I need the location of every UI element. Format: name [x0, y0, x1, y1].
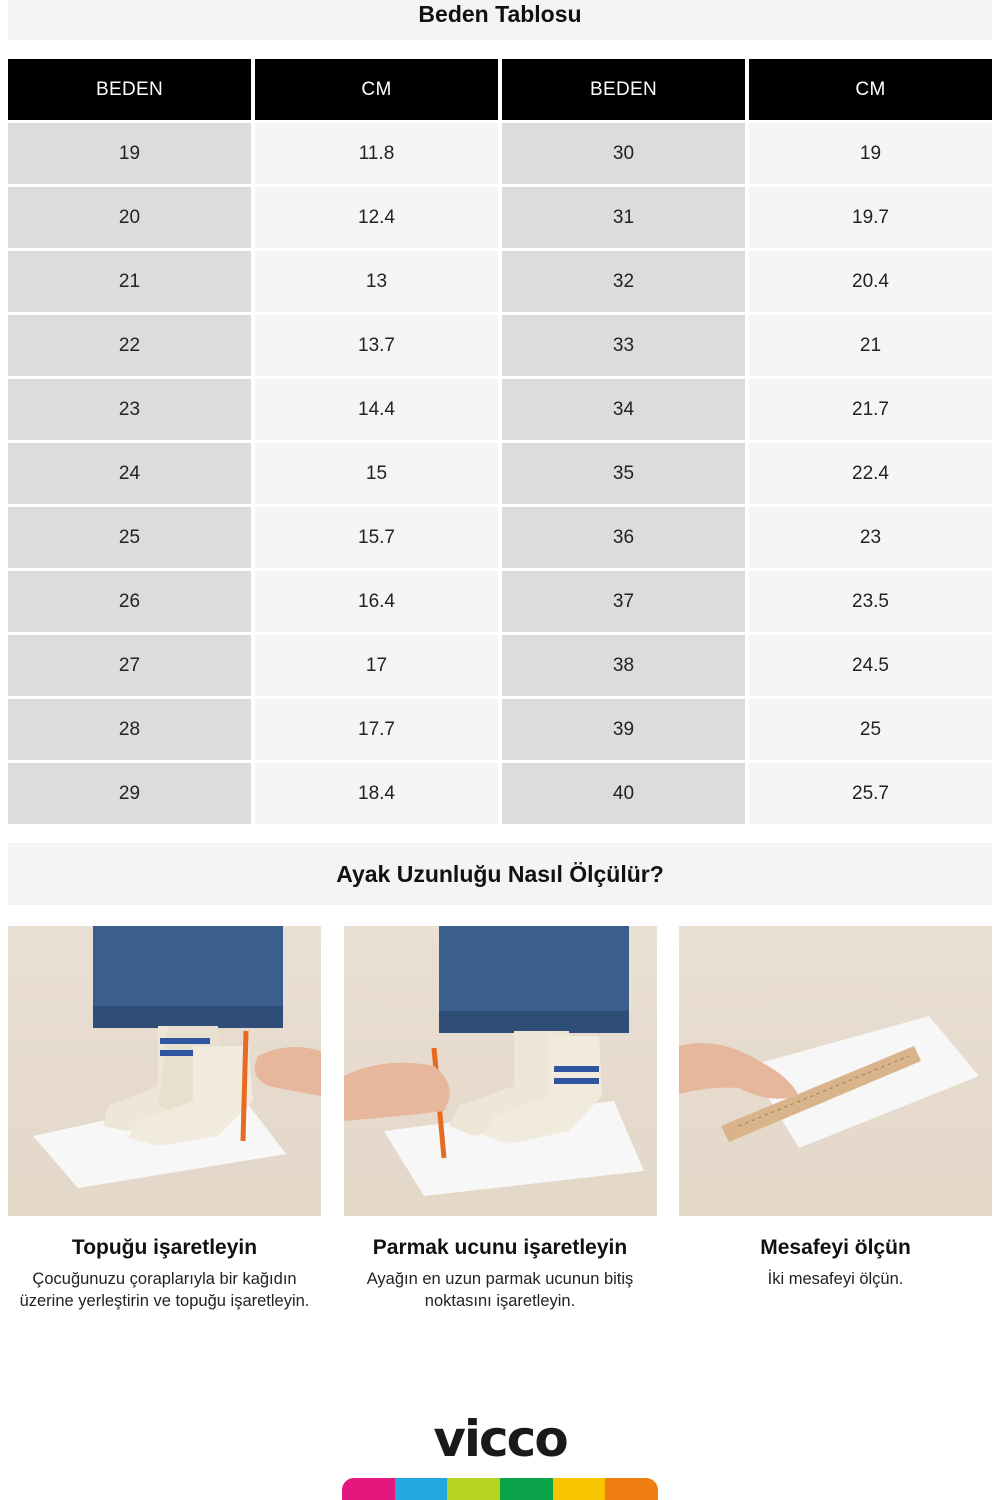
- steps: [0, 1236, 1000, 1312]
- header-beden-1: BEDEN: [8, 59, 251, 120]
- cm-cell: 13: [255, 251, 498, 312]
- cm-cell: 12.4: [255, 187, 498, 248]
- cm-cell: 21: [749, 315, 992, 376]
- how-to-title: Ayak Uzunluğu Nasıl Ölçülür?: [8, 843, 992, 905]
- photo-heel-marking: [8, 926, 321, 1216]
- size-cell: 24: [8, 443, 251, 504]
- cm-cell: 21.7: [749, 379, 992, 440]
- step-measure-text: İki mesafeyi ölçün.: [767, 1270, 904, 1288]
- size-cell: 33: [502, 315, 745, 376]
- cm-cell: 18.4: [255, 763, 498, 824]
- size-cell: 28: [8, 699, 251, 760]
- cm-cell: 17.7: [255, 699, 498, 760]
- cm-cell: 23.5: [749, 571, 992, 632]
- header-beden-2: BEDEN: [502, 59, 745, 120]
- cm-cell: 17: [255, 635, 498, 696]
- cm-cell: 13.7: [255, 315, 498, 376]
- cm-cell: 19.7: [749, 187, 992, 248]
- cm-cell: 22.4: [749, 443, 992, 504]
- size-cell: 19: [8, 123, 251, 184]
- cm-cell: 25.7: [749, 763, 992, 824]
- cm-cell: 14.4: [255, 379, 498, 440]
- step-heel: [8, 1236, 321, 1312]
- cm-cell: 25: [749, 699, 992, 760]
- brand-color-segment: [500, 1478, 553, 1500]
- step-heel-title: Topuğu işaretleyin: [71, 1236, 258, 1259]
- cm-cell: 23: [749, 507, 992, 568]
- brand-color-segment: [342, 1478, 395, 1500]
- size-cell: 27: [8, 635, 251, 696]
- brand-color-bar: [342, 1478, 658, 1500]
- step-heel-text: Çocuğunuzu çoraplarıyla bir kağıdın üzerine yerleştirin ve topuğu işaretleyin.: [19, 1270, 310, 1310]
- size-chart-title: Beden Tablosu: [8, 0, 992, 40]
- size-cell: 39: [502, 699, 745, 760]
- header-cm-2: CM: [749, 59, 992, 120]
- size-cell: 38: [502, 635, 745, 696]
- size-cell: 26: [8, 571, 251, 632]
- cm-cell: 16.4: [255, 571, 498, 632]
- step-measure-title: Mesafeyi ölçün: [760, 1236, 911, 1259]
- size-cell: 37: [502, 571, 745, 632]
- cm-cell: 24.5: [749, 635, 992, 696]
- header-cm-1: CM: [255, 59, 498, 120]
- step-photos: [8, 926, 992, 1216]
- size-cell: 21: [8, 251, 251, 312]
- size-cell: 20: [8, 187, 251, 248]
- step-toe-text: Ayağın en uzun parmak ucunun bitiş noktasını işaretleyin.: [366, 1270, 634, 1310]
- photo-toe-marking: [344, 926, 657, 1216]
- step-measure: [679, 1236, 992, 1312]
- cm-cell: 15.7: [255, 507, 498, 568]
- cm-cell: 15: [255, 443, 498, 504]
- size-cell: 32: [502, 251, 745, 312]
- size-table: [8, 59, 992, 824]
- size-cell: 36: [502, 507, 745, 568]
- brand-logo: vicco: [433, 1410, 567, 1468]
- size-cell: 40: [502, 763, 745, 824]
- size-cell: 25: [8, 507, 251, 568]
- size-cell: 30: [502, 123, 745, 184]
- cm-cell: 11.8: [255, 123, 498, 184]
- size-cell: 22: [8, 315, 251, 376]
- brand-color-segment: [553, 1478, 606, 1500]
- brand-color-segment: [605, 1478, 658, 1500]
- step-toe-title: Parmak ucunu işaretleyin: [372, 1236, 628, 1259]
- photo-ruler-measuring: [679, 926, 992, 1216]
- size-cell: 29: [8, 763, 251, 824]
- step-toe: [344, 1236, 657, 1312]
- cm-cell: 20.4: [749, 251, 992, 312]
- brand-color-segment: [395, 1478, 448, 1500]
- brand-color-segment: [447, 1478, 500, 1500]
- size-cell: 31: [502, 187, 745, 248]
- size-cell: 34: [502, 379, 745, 440]
- size-cell: 23: [8, 379, 251, 440]
- cm-cell: 19: [749, 123, 992, 184]
- size-cell: 35: [502, 443, 745, 504]
